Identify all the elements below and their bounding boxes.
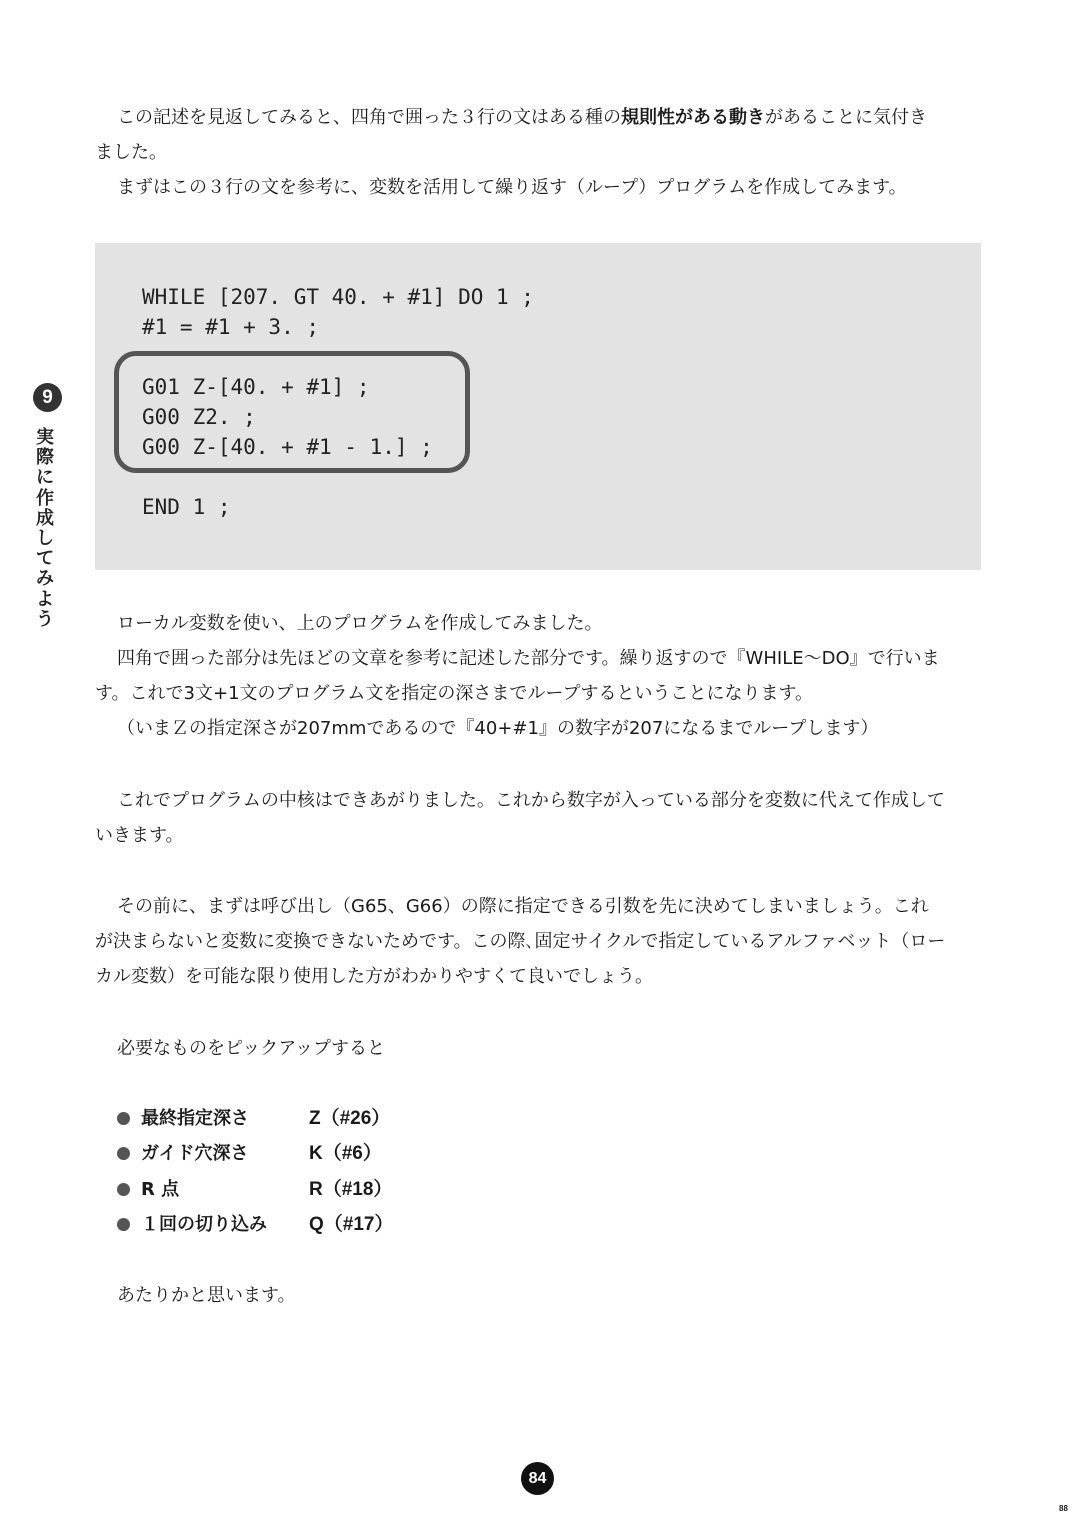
list-item-label: １回の切り込み xyxy=(141,1214,267,1235)
list-item-label: 最終指定深さ xyxy=(141,1108,249,1129)
intro-line-2: ました。 xyxy=(95,142,167,163)
intro-line-3: まずはこの３行の文を参考に、変数を活用して繰り返す（ループ）プログラムを作成してみます。 xyxy=(117,177,907,198)
para2-line-4: （いまＺの指定深さが207mmであるので『40+#1』の数字が207になるまでループします） xyxy=(117,718,879,739)
bullet-icon xyxy=(117,1218,130,1231)
para5-line-1: 必要なものをピックアップすると xyxy=(117,1038,386,1059)
para4-line-1: その前に、まずは呼び出し（G65、G66）の際に指定できる引数を先に決めてしまいましょう。これ xyxy=(117,896,929,917)
code-line: END 1 ; xyxy=(142,495,231,519)
list-item-value: Q（#17） xyxy=(309,1214,394,1235)
para2-line-1: ローカル変数を使い、上のプログラムを作成してみました。 xyxy=(117,613,603,634)
list-item-value: K（#6） xyxy=(309,1143,382,1164)
bullet-icon xyxy=(117,1112,130,1125)
core-paragraph xyxy=(95,783,980,853)
closing-line: あたりかと思います。 xyxy=(117,1285,296,1306)
intro-line-1: この記述を見返してみると、四角で囲った３行の文はある種の規則性がある動きがあることに気付き xyxy=(117,107,927,128)
chapter-title-vertical: 実際に作成してみよう xyxy=(36,427,54,630)
para3-line-2: いきます。 xyxy=(95,825,184,846)
code-line: G00 Z-[40. + #1 - 1.] ; xyxy=(142,435,433,459)
para4-line-2: が決まらないと変数に変換できないためです。この際､固定サイクルで指定しているアルファベット（ロー xyxy=(95,931,946,952)
arguments-paragraph xyxy=(95,889,980,994)
para2-line-2: 四角で囲った部分は先ほどの文章を参考に記述した部分です。繰り返すので『WHILE〜DO』で行いま xyxy=(117,648,940,669)
emphasis-text: 規則性がある動き xyxy=(621,107,765,128)
code-block xyxy=(95,243,981,570)
list-item-label: ガイド穴深さ xyxy=(141,1143,249,1164)
bullet-icon xyxy=(117,1147,130,1160)
intro-paragraph xyxy=(95,100,980,205)
para3-line-1: これでプログラムの中核はできあがりました。これから数字が入っている部分を変数に代えて作成して xyxy=(117,790,945,811)
list-item-value: R（#18） xyxy=(309,1179,393,1200)
chapter-number-badge: 9 xyxy=(33,383,62,412)
explanation-paragraph xyxy=(95,606,980,746)
pickup-paragraph xyxy=(95,1031,980,1066)
list-item-value: Z（#26） xyxy=(309,1108,391,1129)
list-item-label: R 点 xyxy=(141,1179,180,1200)
closing-paragraph xyxy=(95,1278,980,1313)
code-line: G01 Z-[40. + #1] ; xyxy=(142,375,370,399)
page-number-badge: 84 xyxy=(521,1462,554,1495)
code-line: WHILE [207. GT 40. + #1] DO 1 ; xyxy=(142,285,534,309)
code-line: G00 Z2. ; xyxy=(142,405,256,429)
code-line: #1 = #1 + 3. ; xyxy=(142,315,320,339)
para2-line-3: す。これで3文+1文のプログラム文を指定の深さまでループするということになります。 xyxy=(95,683,814,704)
para4-line-3: カル変数）を可能な限り使用した方がわかりやすくて良いでしょう。 xyxy=(95,966,653,987)
bullet-icon xyxy=(117,1183,130,1196)
corner-page-number: 88 xyxy=(1059,1504,1068,1513)
